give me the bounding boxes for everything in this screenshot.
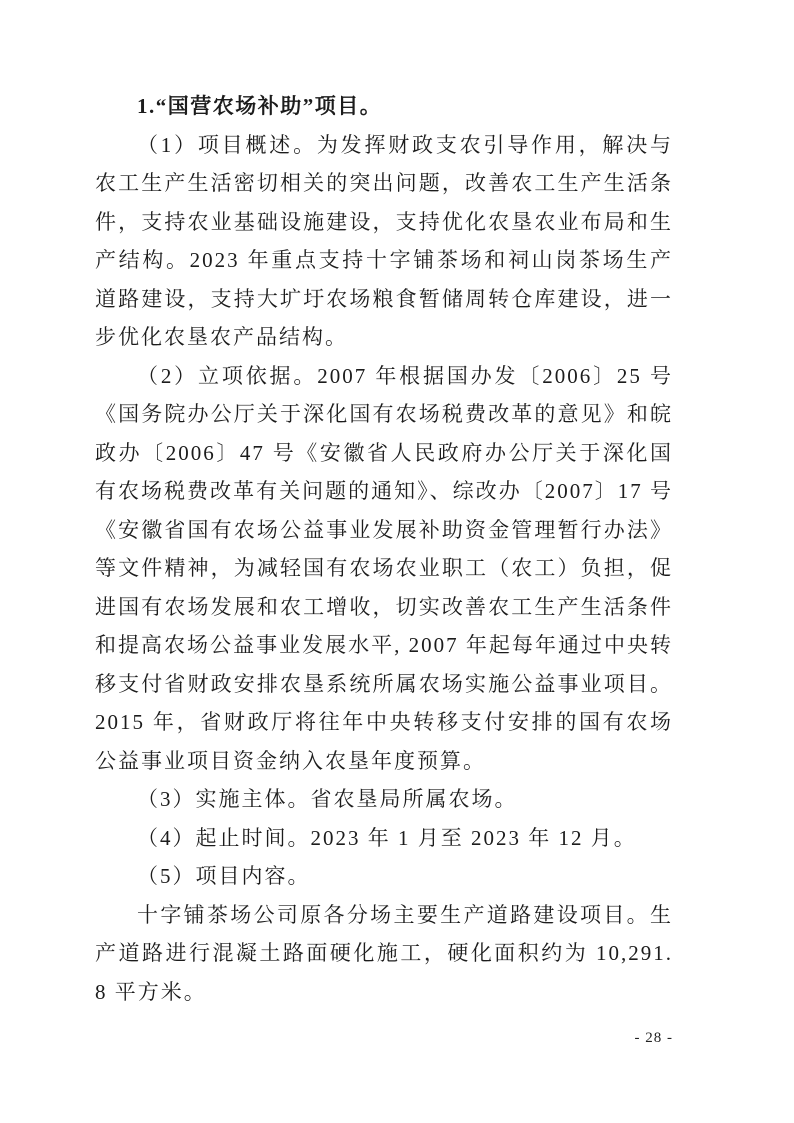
paragraph-project-overview: （1）项目概述。为发挥财政支农引导作用，解决与农工生产生活密切相关的突出问题，改善农工生产生活条件，支持农业基础设施建设，支持优化农垦农业布局和生产结构。2023 年重点支持十字铺茶场和祠山岗茶场生产道路建设，支持大圹圩农场粮食暂储周转仓库建设，进一步优化农垦农产品结构。 <box>95 132 673 349</box>
paragraph-project-content-detail: 十字铺茶场公司原各分场主要生产道路建设项目。生产道路进行混凝土路面硬化施工，硬化面积约为 10,291.8 平方米。 <box>95 902 673 1004</box>
section-heading-state-farm-subsidy: 1.“国营农场补助”项目。 <box>137 94 383 118</box>
paragraph-implementing-body: （3）实施主体。省农垦局所属农场。 <box>137 787 518 811</box>
paragraph-project-basis: （2）立项依据。2007 年根据国办发〔2006〕25 号《国务院办公厅关于深化国有农场税费改革的意见》和皖政办〔2006〕47 号《安徽省人民政府办公厅关于深化国有农场税费改革有关问题的通知》、综改办〔2007〕17 号《安徽省国有农场公益事业发展补助资金管理暂行办法》等文件精神，为减轻国有农场农业职工（农工）负担，促进国有农场发展和农工增收，切实改善农工生产生活条件和提高农场公益事业发展水平, 2007 年起每年通过中央转移支付省财政安排农垦系统所属农场实施公益事业项目。2015 年，省财政厅将往年中央转移支付安排的国有农场公益事业项目资金纳入农垦年度预算。 <box>95 363 673 773</box>
page-number: - 28 - <box>634 1030 673 1046</box>
document-content <box>95 87 673 1011</box>
paragraph-time-period: （4）起止时间。2023 年 1 月至 2023 年 12 月。 <box>137 825 637 850</box>
paragraph-project-content-label: （5）项目内容。 <box>137 864 311 888</box>
